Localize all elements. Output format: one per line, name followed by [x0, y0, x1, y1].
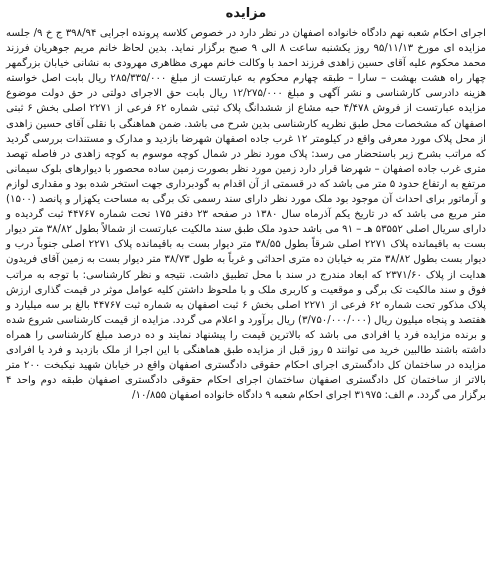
notice-title: مزایده [225, 6, 267, 21]
auction-notice [6, 4, 486, 572]
notice-body: اجرای احکام شعبه نهم دادگاه خانواده اصفهان در نظر دارد در خصوص کلاسه پرونده اجرایی ۳۹۸/۹۴ ج خ ۹/ جلسه مزایده ای مورخ ۹۵/۱۱/۱۳ روز یکشنبه ساعت ۸ الی ۹ صبح برگزار نماید. بدین لحاظ خانم مریم جوهریان فرزند محمد محکوم علیه آقای حسین زاهدی فرزند احمد با وکالت خانم مهری مظاهری مهرودی به نشانی خیابان بزرگمهر چهار راه هشت بهشت – سارا – طبقه چهارم محکوم به عبارتست از مبلغ ۲۸۵/۳۳۵/۰۰۰ ریال بابت اصل خواسته هزینه دادرسی کارشناسی و نشر آگهی و مبلغ ۱۲/۲۷۵/۰۰۰ ریال بابت حق الاجرای دولتی در حق دولت موضوع مزایده عبارتست از فروش ۴/۴۷۸ حبه مشاع از ششدانگ پلاک ثبتی شماره ۶۲ فرعی از ۲۲۷۱ اصلی بخش ۶ ثبتی اصفهان که مشخصات محل طبق نظریه کارشناسی بدین شرح می باشد. ضمن هماهنگی با نقلی آقای حسین زاهدی از محل پلاک مورد معرفی واقع در کیلومتر ۱۲ غرب جاده اصفهان شهرضا بازدید و مدارک و مستندات بررسی گردید که مراتب بشرح زیر باستحضار می رسد: پلاک مورد نظر در شمال کوچه موسوم به کوچه زاهدی در فاصله تهصد متری غرب جاده اصفهان – شهرضا قرار دارد زمین مورد نظر بصورت زمین ساده محصور با دیوارهای بلوک سیمانی مرتفع به ارتفاع حدود ۵ متر می باشد که در قسمتی از آن اقدام به گودبرداری جهت استخر شده بود و مقداری لوازم و آرماتور برای احداث آن موجود بود ملک مورد نظر دارای سند رسمی تک برگی به مساحت یکهزار و پانصد (۱۵۰۰) متر مربع می باشد که در تاریخ یکم آذرماه سال ۱۳۸۰ در صفحه ۲۳ دفتر ۱۷۵ تحت شماره ۴۴۷۶۷ ثبت گردیده و دارای سریال اصلی ۵۳۵۵۲ هـ – ۹۱ می باشد حدود ملک طبق سند مالکیت عبارتست از شمالاً بطول ۳۸/۸۲ متر دیوار بست به باقیمانده پلاک ۲۲۷۱ اصلی شرقاً بطول ۳۸/۵۵ متر دیوار بست به باقیمانده پلاک ۲۲۷۱ اصلی جنوباً درب و دیوار بست بطول ۳۸/۸۲ متر به خیابان ده متری احداثی و غرباً به طول ۳۸/۷۳ متر دیوار بست به زمین آقای فریدون هدایت از پلاک ۲۳۷۱/۶۰ که ابعاد مندرج در سند با محل تطبیق داشت. نتیجه و نظر کارشناسی: با توجه به مراتب فوق و سند مالکیت تک برگی و موقعیت و کاربری ملک و با ملحوظ داشتن کلیه عوامل موثر در قیمت گذاری ارزش پلاک مذکور تحت شماره ۶۲ فرعی از ۲۲۷۱ اصلی بخش ۶ ثبت اصفهان به شماره ثبت ۴۴۷۶۷ بالغ بر سه میلیارد و هفتصد و پنجاه میلیون ریال (۳/۷۵۰/۰۰۰/۰۰۰) ریال برآورد و اعلام می گردد. مزایده از قیمت کارشناسی شروع شده و برنده مزایده فرد یا افرادی می باشد که بالاترین قیمت را پیشنهاد نمایند و ده درصد مبلغ کارشناسی را همراه داشته باشند طالبین خرید می توانند ۵ روز قبل از مزایده طبق هماهنگی با این اجرا از ملک بازدید و فرد یا افرادی مزایده در ساختمان کل دادگستری اجرای احکام حقوقی دادگستری اصفهان واقع در خیابان شهید نیکبخت ۲۰۰ متر بالاتر از ساختمان کل دادگستری اصفهان ساختمان اجرای احکام حقوقی دادگستری اصفهان طبقه دوم واحد ۴ برگزار می گردد. م الف: ۳۱۹۷۵ اجرای احکام شعبه ۹ دادگاه خانواده اصفهان ۱۰/۸۵۵/ [6, 28, 487, 402]
